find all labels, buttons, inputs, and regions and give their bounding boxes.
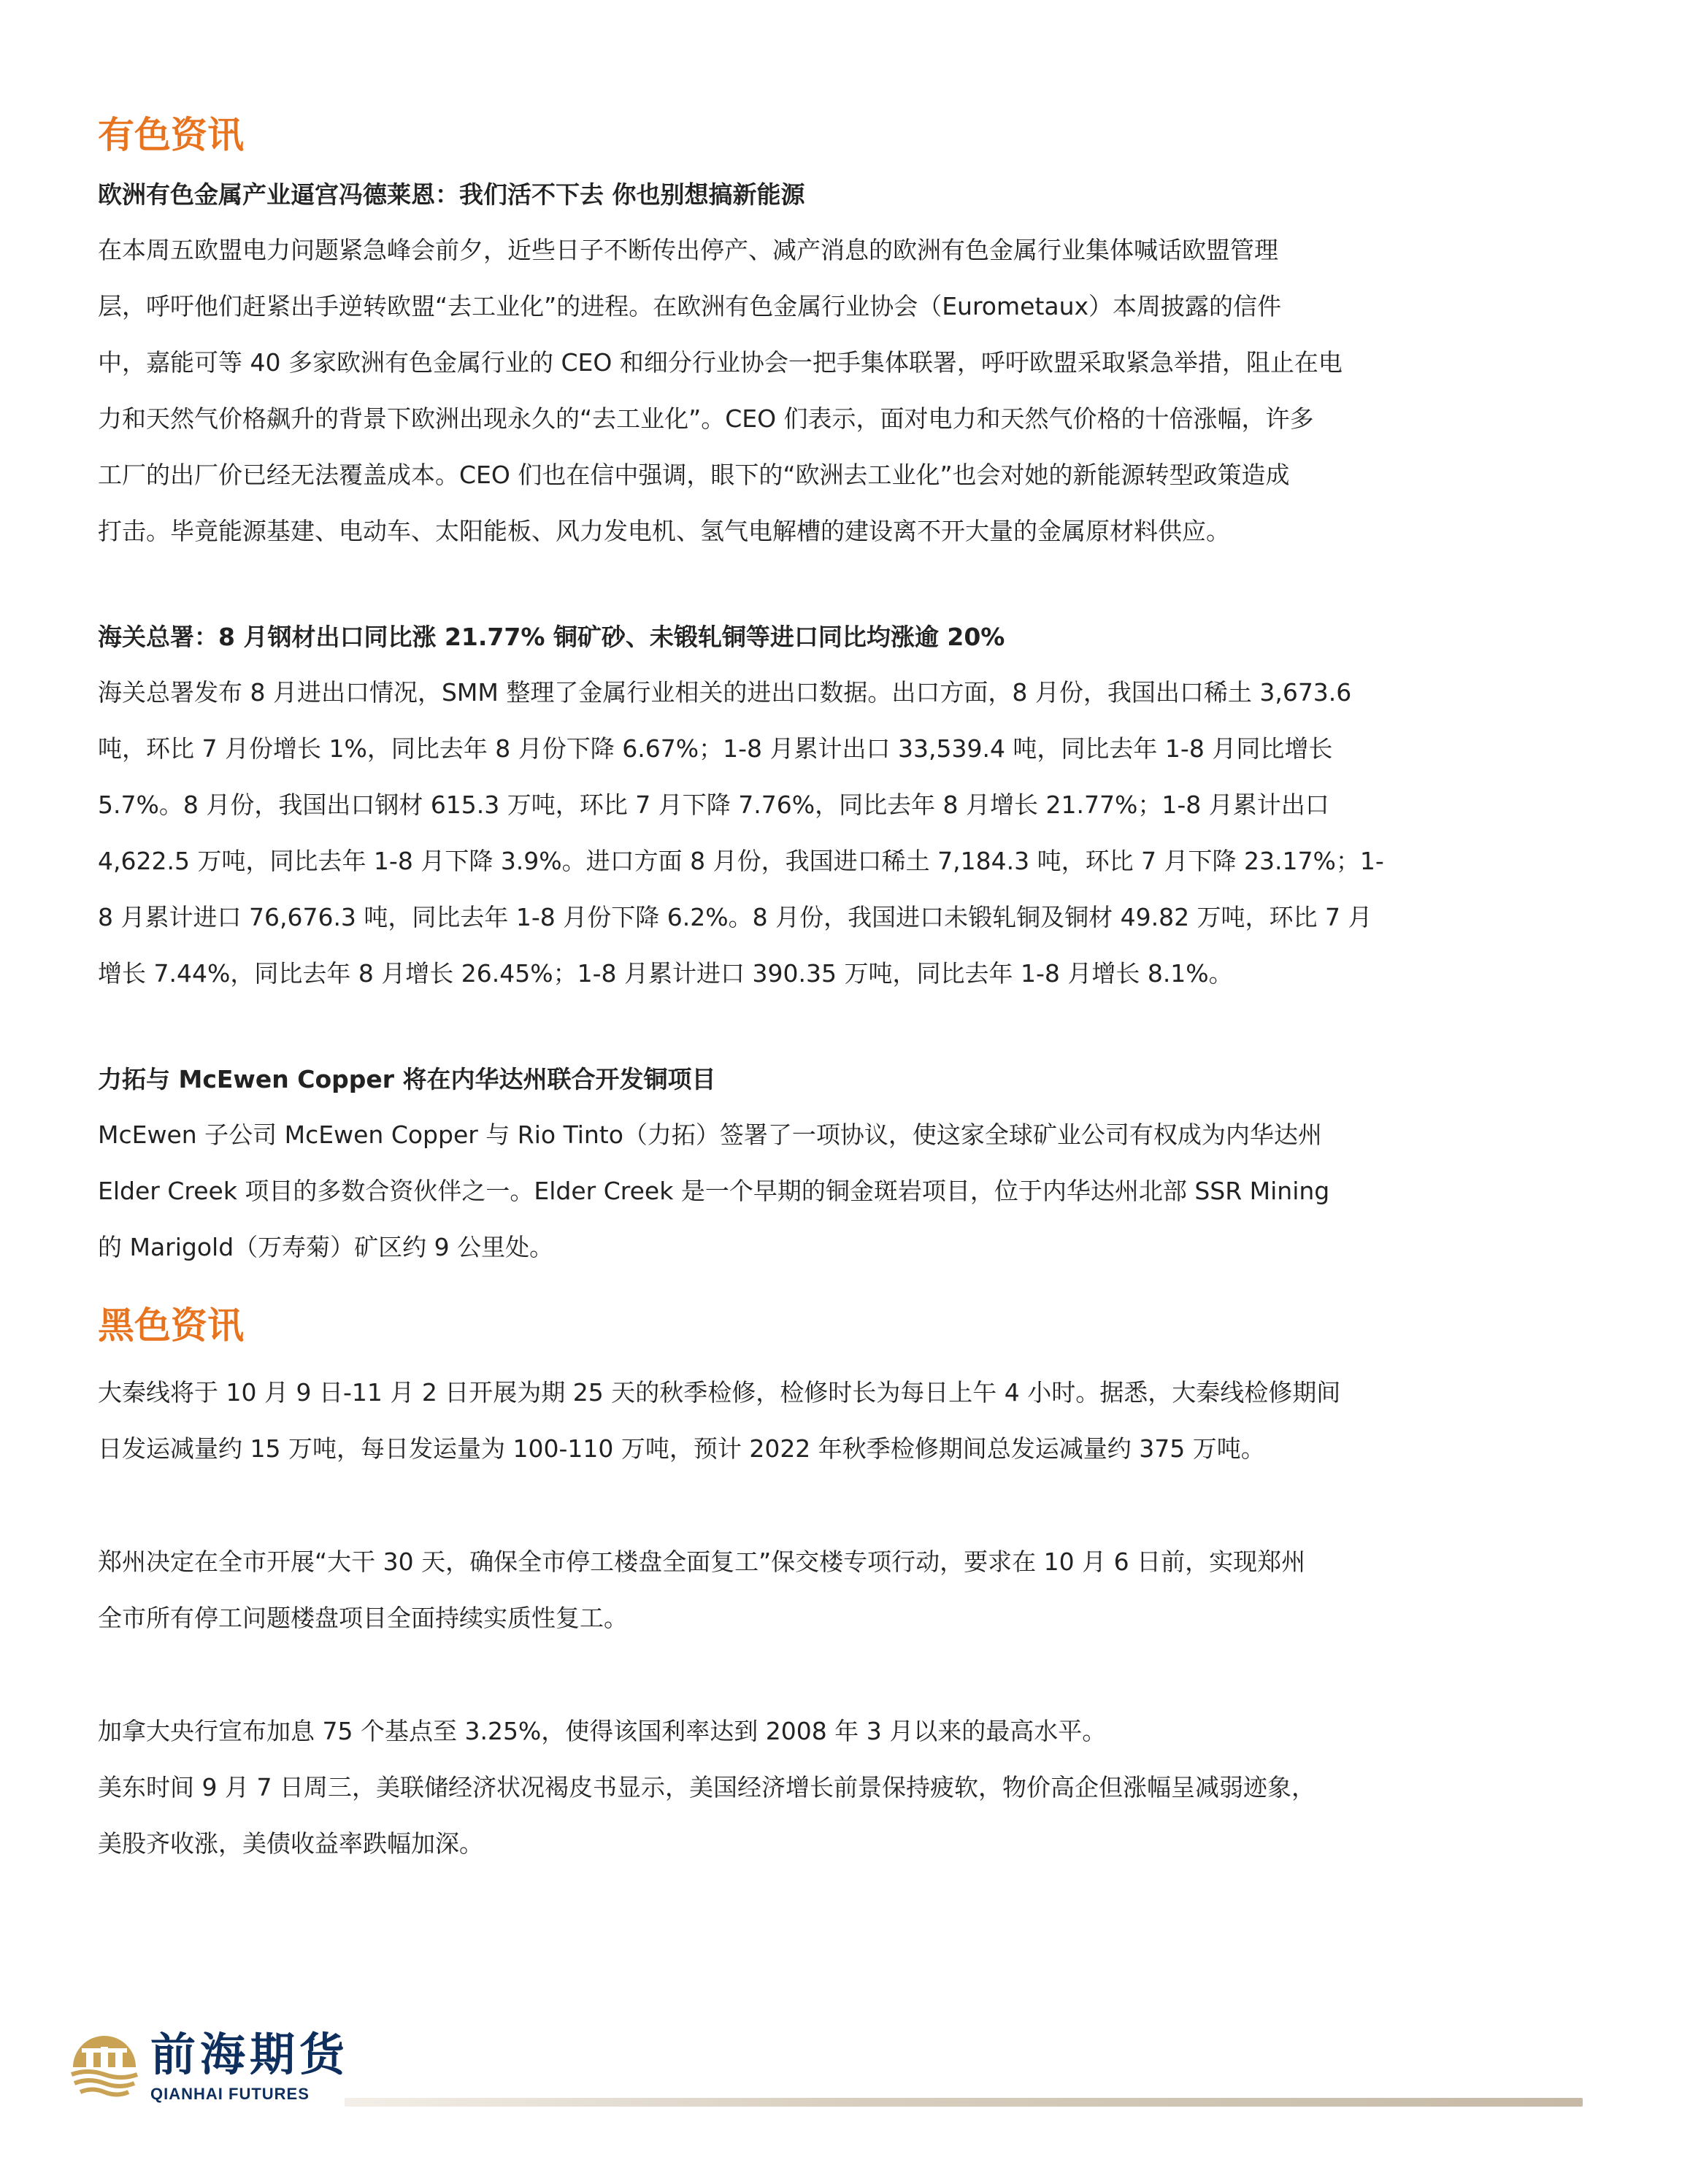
section-nonferrous [98, 109, 1572, 1275]
section-title-ferrous: 黑色资讯 [98, 1304, 244, 1347]
logo-text-cn: 前海期货 [150, 2028, 350, 2081]
news-paragraph [98, 1703, 1572, 1872]
article-title: 海关总署：8 月钢材出口同比涨 21.77% 铜矿砂、未锻轧铜等进口同比均涨逾 20% [98, 623, 1005, 651]
text-line: 4,622.5 万吨，同比去年 1-8 月下降 3.9%。进口方面 8 月份，我国进口稀土 7,184.3 吨，环比 7 月下降 23.17%；1- [98, 847, 1384, 875]
article-body [98, 1107, 1572, 1275]
article-rio-tinto [98, 1058, 1572, 1275]
text-line: McEwen 子公司 McEwen Copper 与 Rio Tinto（力拓）签署了一项协议，使这家全球矿业公司有权成为内华达州 [98, 1120, 1322, 1149]
text-line: Elder Creek 项目的多数合资伙伴之一。Elder Creek 是一个早期的铜金斑岩项目，位于内华达州北部 SSR Mining [98, 1177, 1330, 1205]
text-line: 吨，环比 7 月份增长 1%，同比去年 8 月份下降 6.67%；1-8 月累计出口 33,539.4 吨，同比去年 1-8 月同比增长 [98, 734, 1333, 763]
content [98, 109, 1572, 1872]
news-paragraph [98, 1364, 1572, 1477]
footer-divider [345, 2098, 1583, 2107]
text-line: 在本周五欧盟电力问题紧急峰会前夕，近些日子不断传出停产、减产消息的欧洲有色金属行业集体喊话欧盟管理 [98, 236, 1278, 264]
article-customs [98, 616, 1572, 1001]
text-line: 8 月累计进口 76,676.3 吨，同比去年 1-8 月份下降 6.2%。8 月份，我国进口未锻轧铜及铜材 49.82 万吨，环比 7 月 [98, 903, 1372, 931]
text-line: 全市所有停工问题楼盘项目全面持续实质性复工。 [98, 1604, 628, 1632]
section-ferrous [98, 1300, 1572, 1872]
text-line: 中，嘉能可等 40 多家欧洲有色金属行业的 CEO 和细分行业协会一把手集体联署，呼吁欧盟采取紧急举措，阻止在电 [98, 348, 1343, 377]
text-line: 海关总署发布 8 月进出口情况，SMM 整理了金属行业相关的进出口数据。出口方面，8 月份，我国出口稀土 3,673.6 [98, 678, 1352, 707]
text-line: 大秦线将于 10 月 9 日-11 月 2 日开展为期 25 天的秋季检修，检修时长为每日上午 4 小时。据悉，大秦线检修期间 [98, 1378, 1341, 1407]
text-line: 打击。毕竟能源基建、电动车、太阳能板、风力发电机、氢气电解槽的建设离不开大量的金属原材料供应。 [98, 517, 1230, 545]
text-line: 增长 7.44%，同比去年 8 月增长 26.45%；1-8 月累计进口 390.35 万吨，同比去年 1-8 月增长 8.1%。 [98, 959, 1233, 988]
text-line: 日发运减量约 15 万吨，每日发运量为 100-110 万吨，预计 2022 年秋季检修期间总发运减量约 375 万吨。 [98, 1434, 1265, 1463]
text-line: 工厂的出厂价已经无法覆盖成本。CEO 们也在信中强调，眼下的“欧洲去工业化”也会对她的新能源转型政策造成 [98, 461, 1290, 489]
article-europe-metals [98, 174, 1572, 559]
article-title: 欧洲有色金属产业逼宫冯德莱恩：我们活不下去 你也别想搞新能源 [98, 180, 805, 209]
text-line: 郑州决定在全市开展“大干 30 天，确保全市停工楼盘全面复工”保交楼专项行动，要求在 10 月 6 日前，实现郑州 [98, 1547, 1306, 1576]
footer [64, 2022, 1583, 2124]
text-line: 的 Marigold（万寿菊）矿区约 9 公里处。 [98, 1233, 554, 1261]
text-line: 美东时间 9 月 7 日周三，美联储经济状况褐皮书显示，美国经济增长前景保持疲软，物价高企但涨幅呈减弱迹象， [98, 1773, 1316, 1802]
text-line: 层，呼吁他们赶紧出手逆转欧盟“去工业化”的进程。在欧洲有色金属行业协会（Eurometaux）本周披露的信件 [98, 292, 1282, 320]
qianhai-logo-icon [64, 2022, 145, 2102]
text-line: 美股齐收涨，美债收益率跌幅加深。 [98, 1829, 483, 1858]
article-body [98, 664, 1572, 1001]
news-paragraph [98, 1534, 1572, 1646]
text-line: 力和天然气价格飙升的背景下欧洲出现永久的“去工业化”。CEO 们表示，面对电力和天然气价格的十倍涨幅，许多 [98, 404, 1314, 433]
section-title-nonferrous: 有色资讯 [98, 114, 244, 156]
article-body [98, 222, 1572, 559]
logo-text-en: QIANHAI FUTURES [150, 2085, 310, 2103]
article-title: 力拓与 McEwen Copper 将在内华达州联合开发铜项目 [98, 1065, 716, 1093]
text-line: 5.7%。8 月份，我国出口钢材 615.3 万吨，环比 7 月下降 7.76%，同比去年 8 月增长 21.77%；1-8 月累计出口 [98, 791, 1329, 819]
text-line: 加拿大央行宣布加息 75 个基点至 3.25%，使得该国利率达到 2008 年 3 月以来的最高水平。 [98, 1717, 1107, 1745]
